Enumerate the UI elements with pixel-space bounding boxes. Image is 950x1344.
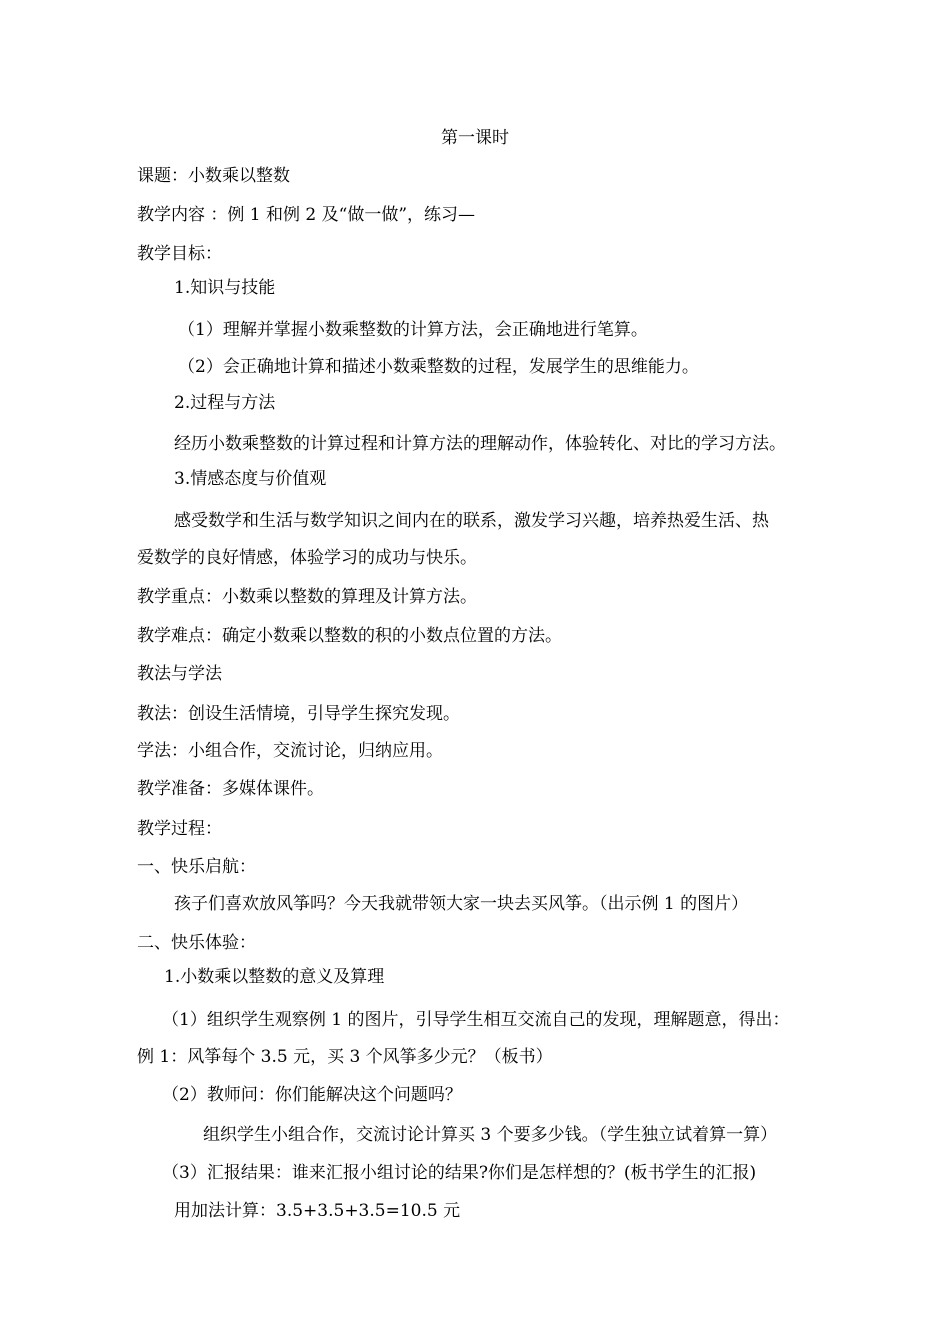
topic-line: 课题：小数乘以整数	[137, 166, 290, 186]
methods-heading: 教法与学法	[137, 664, 222, 684]
objectives-heading: 教学目标：	[137, 244, 222, 264]
difficult-points-line: 教学难点：确定小数乘以整数的积的小数点位置的方法。	[137, 626, 562, 646]
attitude-values-text-1: 感受数学和生活与数学知识之间内在的联系，激发学习兴趣，培养热爱生活、热	[174, 511, 769, 531]
content-line: 教学内容 ：例 1 和例 2 及“做一做”，练习—	[137, 205, 476, 225]
objective-item-2: （2）会正确地计算和描述小数乘整数的过程，发展学生的思维能力。	[178, 357, 699, 377]
section-2-heading: 二、快乐体验：	[137, 933, 256, 953]
attitude-values-text-2: 爱数学的良好情感，体验学习的成功与快乐。	[137, 548, 477, 568]
step-2-text: （2）教师问：你们能解决这个问题吗？	[162, 1085, 462, 1105]
knowledge-skills-heading: 1.知识与技能	[174, 278, 276, 298]
section-1-text: 孩子们喜欢放风筝吗？今天我就带领大家一块去买风筝。（出示例 1 的图片）	[174, 894, 749, 914]
learning-method-line: 学法：小组合作，交流讨论，归纳应用。	[137, 741, 443, 761]
attitude-values-heading: 3.情感态度与价值观	[174, 469, 327, 489]
step-3-text: （3）汇报结果：谁来汇报小组讨论的结果?你们是怎样想的？(板书学生的汇报)	[162, 1163, 757, 1183]
process-heading: 教学过程：	[137, 819, 222, 839]
addition-calculation-line: 用加法计算：3.5+3.5+3.5=10.5 元	[174, 1201, 461, 1221]
preparation-line: 教学准备：多媒体课件。	[137, 779, 324, 799]
section-1-heading: 一、快乐启航：	[137, 857, 256, 877]
example-1-line: 例 1：风筝每个 3.5 元，买 3 个风筝多少元？（板书）	[137, 1047, 553, 1067]
subsection-1-heading: 1.小数乘以整数的意义及算理	[164, 967, 385, 987]
objective-item-1: （1）理解并掌握小数乘整数的计算方法，会正确地进行笔算。	[178, 320, 648, 340]
key-points-line: 教学重点：小数乘以整数的算理及计算方法。	[137, 587, 477, 607]
process-method-heading: 2.过程与方法	[174, 393, 276, 413]
group-work-text: 组织学生小组合作，交流讨论计算买 3 个要多少钱。（学生独立试着算一算）	[203, 1125, 778, 1145]
process-method-text: 经历小数乘整数的计算过程和计算方法的理解动作，体验转化、对比的学习方法。	[174, 434, 786, 454]
page-title: 第一课时	[441, 128, 509, 148]
teaching-method-line: 教法：创设生活情境，引导学生探究发现。	[137, 704, 460, 724]
step-1-text: （1）组织学生观察例 1 的图片，引导学生相互交流自己的发现，理解题意，得出：	[162, 1010, 790, 1030]
